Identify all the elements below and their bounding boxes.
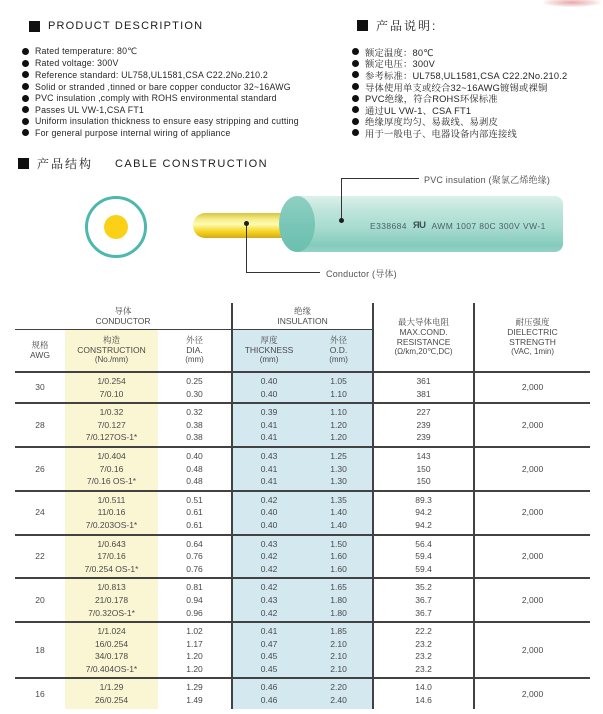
spec-row-awg-22 (15, 535, 590, 579)
cell-dia: 0.51 0.61 0.61 (158, 491, 232, 535)
pvc-leader-dot (339, 218, 344, 223)
spec-row-awg-26 (15, 447, 590, 491)
section-marker-icon (29, 21, 40, 32)
cell-dielectric: 2,000 (521, 382, 544, 393)
cell-thickness: 0.39 0.41 0.41 (232, 403, 305, 447)
spec-row-awg-16 (15, 678, 590, 708)
bullet-dot-icon (22, 71, 29, 78)
cell-dia: 0.64 0.76 0.76 (158, 535, 232, 579)
cell-resistance: 22.2 23.2 23.2 23.2 (373, 622, 474, 678)
cell-dielectric: 2,000 (521, 419, 544, 430)
cell-od: 1.10 1.20 1.20 (305, 403, 373, 447)
cable-construction-heading (18, 155, 268, 172)
list-item: Rated temperature: 80℃ (22, 46, 299, 58)
bullet-dot-icon (22, 60, 29, 67)
cell-awg: 24 (35, 507, 45, 518)
cell-awg: 30 (35, 382, 45, 393)
spec-row-awg-30 (15, 372, 590, 403)
insulation-end-cap (279, 196, 315, 252)
cell-construction: 1/0.254 7/0.10 (65, 372, 158, 403)
cell-thickness: 0.40 0.40 (232, 372, 305, 403)
cell-od: 1.35 1.40 1.40 (305, 491, 373, 535)
cross-section-conductor-core (104, 215, 128, 239)
cell-awg: 16 (35, 688, 45, 699)
cell-resistance: 35.2 36.7 36.7 (373, 578, 474, 622)
bullet-dot-icon (22, 106, 29, 113)
list-item: 通过UL VW-1、CSA FT1 (352, 104, 567, 116)
cell-resistance: 56.4 59.4 59.4 (373, 535, 474, 579)
spec-table-head (15, 303, 590, 372)
cell-thickness: 0.42 0.43 0.42 (232, 578, 305, 622)
spec-row-awg-18 (15, 622, 590, 678)
cell-construction: 1/1.29 26/0.254 (65, 678, 158, 708)
cell-construction: 1/1.024 16/0.254 34/0.178 7/0.404OS-1* (65, 622, 158, 678)
list-item: Passes UL VW-1,CSA FT1 (22, 104, 299, 116)
thickness-column-header: 厚度 THICKNESS (mm) (232, 329, 305, 372)
cell-awg: 28 (35, 419, 45, 430)
list-item: PVC绝缘，符合ROHS环保标准 (352, 92, 567, 104)
cell-resistance: 227 239 239 (373, 403, 474, 447)
bullet-dot-icon (22, 95, 29, 102)
list-item: 额定电压：300V (352, 58, 567, 70)
cell-dielectric: 2,000 (521, 507, 544, 518)
bullet-dot-icon (352, 71, 359, 78)
cell-resistance: 143 150 150 (373, 447, 474, 491)
bullet-dot-icon (352, 118, 359, 125)
conductor-leader-vline (246, 223, 247, 272)
construction-column-header: 构造 CONSTRUCTION (No./mm) (65, 329, 158, 372)
cell-od: 1.25 1.30 1.30 (305, 447, 373, 491)
cell-awg: 18 (35, 644, 45, 655)
cell-thickness: 0.43 0.41 0.41 (232, 447, 305, 491)
cell-thickness: 0.41 0.47 0.45 0.45 (232, 622, 305, 678)
product-description-cn-heading (357, 17, 437, 34)
cell-od: 1.05 1.10 (305, 372, 373, 403)
conductor-label: Conductor (导体) (326, 269, 397, 279)
ul-recognized-mark-icon: ЯU (412, 220, 426, 231)
cell-thickness: 0.46 0.46 (232, 678, 305, 708)
list-item: 参考标准：UL758,UL1581,CSA C22.2No.210.2 (352, 69, 567, 81)
bullet-dot-icon (352, 106, 359, 113)
cell-od: 1.50 1.60 1.60 (305, 535, 373, 579)
product-description-title: PRODUCT DESCRIPTION (48, 20, 204, 32)
list-item: 额定温度：80℃ (352, 46, 567, 58)
list-item: PVC insulation ,comply with ROHS environmental standard (22, 92, 299, 104)
pvc-insulation-label: PVC insulation (聚氯乙烯绝缘) (424, 175, 551, 185)
section-marker-icon (18, 158, 29, 169)
spec-row-awg-20 (15, 578, 590, 622)
awg-column-header: 规格 AWG (15, 329, 65, 372)
spec-row-awg-28 (15, 403, 590, 447)
cell-dielectric: 2,000 (521, 594, 544, 605)
dielectric-column-header: 耐压强度 DIELECTRIC STRENGTH (VAC, 1min) (474, 303, 590, 372)
cell-od: 2.20 2.40 (305, 678, 373, 708)
cell-dia: 0.32 0.38 0.38 (158, 403, 232, 447)
partial-logo-smudge (543, 0, 601, 7)
cable-print-text (370, 220, 546, 231)
bullet-dot-icon (22, 118, 29, 125)
spec-row-awg-24 (15, 491, 590, 535)
list-item: For general purpose internal wiring of appliance (22, 127, 299, 139)
spec-table (15, 303, 590, 709)
cell-dia: 0.40 0.48 0.48 (158, 447, 232, 491)
cell-dielectric: 2,000 (521, 463, 544, 474)
product-description-cn-list (352, 46, 567, 139)
cell-dielectric: 2,000 (521, 688, 544, 699)
cell-construction: 1/0.813 21/0.178 7/0.32OS-1* (65, 578, 158, 622)
cell-thickness: 0.43 0.42 0.42 (232, 535, 305, 579)
bullet-dot-icon (352, 95, 359, 102)
product-description-heading (29, 20, 203, 32)
cable-construction-title-en: CABLE CONSTRUCTION (115, 157, 268, 170)
cell-od: 1.65 1.80 1.80 (305, 578, 373, 622)
dia-column-header: 外径 DIA. (mm) (158, 329, 232, 372)
list-item: Reference standard: UL758,UL1581,CSA C22.2No.210.2 (22, 69, 299, 81)
conductor-group-header: 导体 CONDUCTOR (15, 303, 232, 329)
cable-spec-print: AWM 1007 80C 300V VW-1 (431, 220, 546, 231)
od-column-header: 外径 O.D. (mm) (305, 329, 373, 372)
list-item: 导体使用单支或绞合32~16AWG镀锡或裸铜 (352, 81, 567, 93)
conductor-leader-hline (246, 272, 320, 273)
bullet-dot-icon (352, 83, 359, 90)
list-item: Solid or stranded ,tinned or bare copper conductor 32~16AWG (22, 81, 299, 93)
spec-table-body (15, 372, 590, 709)
bullet-dot-icon (352, 60, 359, 67)
cell-thickness: 0.42 0.40 0.40 (232, 491, 305, 535)
pvc-leader-hline (341, 178, 419, 179)
cell-construction: 1/0.643 17/0.16 7/0.254 OS-1* (65, 535, 158, 579)
cell-dia: 0.81 0.94 0.96 (158, 578, 232, 622)
list-item: 绝缘厚度均匀、易裁线、易剥皮 (352, 116, 567, 128)
cell-awg: 22 (35, 551, 45, 562)
product-description-cn-title: 产品说明: (376, 19, 438, 33)
ul-file-number: E338684 (370, 220, 407, 231)
bullet-dot-icon (22, 83, 29, 90)
bullet-dot-icon (352, 48, 359, 55)
cell-resistance: 361 381 (373, 372, 474, 403)
cell-awg: 20 (35, 594, 45, 605)
list-item: 用于一般电子、电器设备内部连接线 (352, 127, 567, 139)
cable-construction-title-cn: 产品结构 (37, 157, 94, 171)
conductor-leader-dot (244, 221, 249, 226)
cell-dia: 1.02 1.17 1.20 1.20 (158, 622, 232, 678)
cell-dielectric: 2,000 (521, 644, 544, 655)
cell-resistance: 14.0 14.6 (373, 678, 474, 708)
cell-construction: 1/0.511 11/0.16 7/0.203OS-1* (65, 491, 158, 535)
pvc-leader-vline (341, 178, 342, 220)
cell-dia: 0.25 0.30 (158, 372, 232, 403)
bullet-dot-icon (22, 48, 29, 55)
cell-dia: 1.29 1.49 (158, 678, 232, 708)
product-description-list (22, 46, 299, 139)
list-item: Rated voltage: 300V (22, 58, 299, 70)
cell-construction: 1/0.32 7/0.127 7/0.127OS-1* (65, 403, 158, 447)
cell-awg: 26 (35, 463, 45, 474)
bullet-dot-icon (352, 129, 359, 136)
cell-dielectric: 2,000 (521, 551, 544, 562)
cell-resistance: 89.3 94.2 94.2 (373, 491, 474, 535)
insulation-group-header: 绝缘 INSULATION (232, 303, 373, 329)
resistance-column-header: 最大导体电阻 MAX.COND. RESISTANCE (Ω/km,20℃,DC) (373, 303, 474, 372)
list-item: Uniform insulation thickness to ensure easy stripping and cutting (22, 116, 299, 128)
cell-od: 1.85 2.10 2.10 2.10 (305, 622, 373, 678)
bullet-dot-icon (22, 129, 29, 136)
section-marker-icon (357, 20, 368, 31)
cell-construction: 1/0.404 7/0.16 7/0.16 OS-1* (65, 447, 158, 491)
